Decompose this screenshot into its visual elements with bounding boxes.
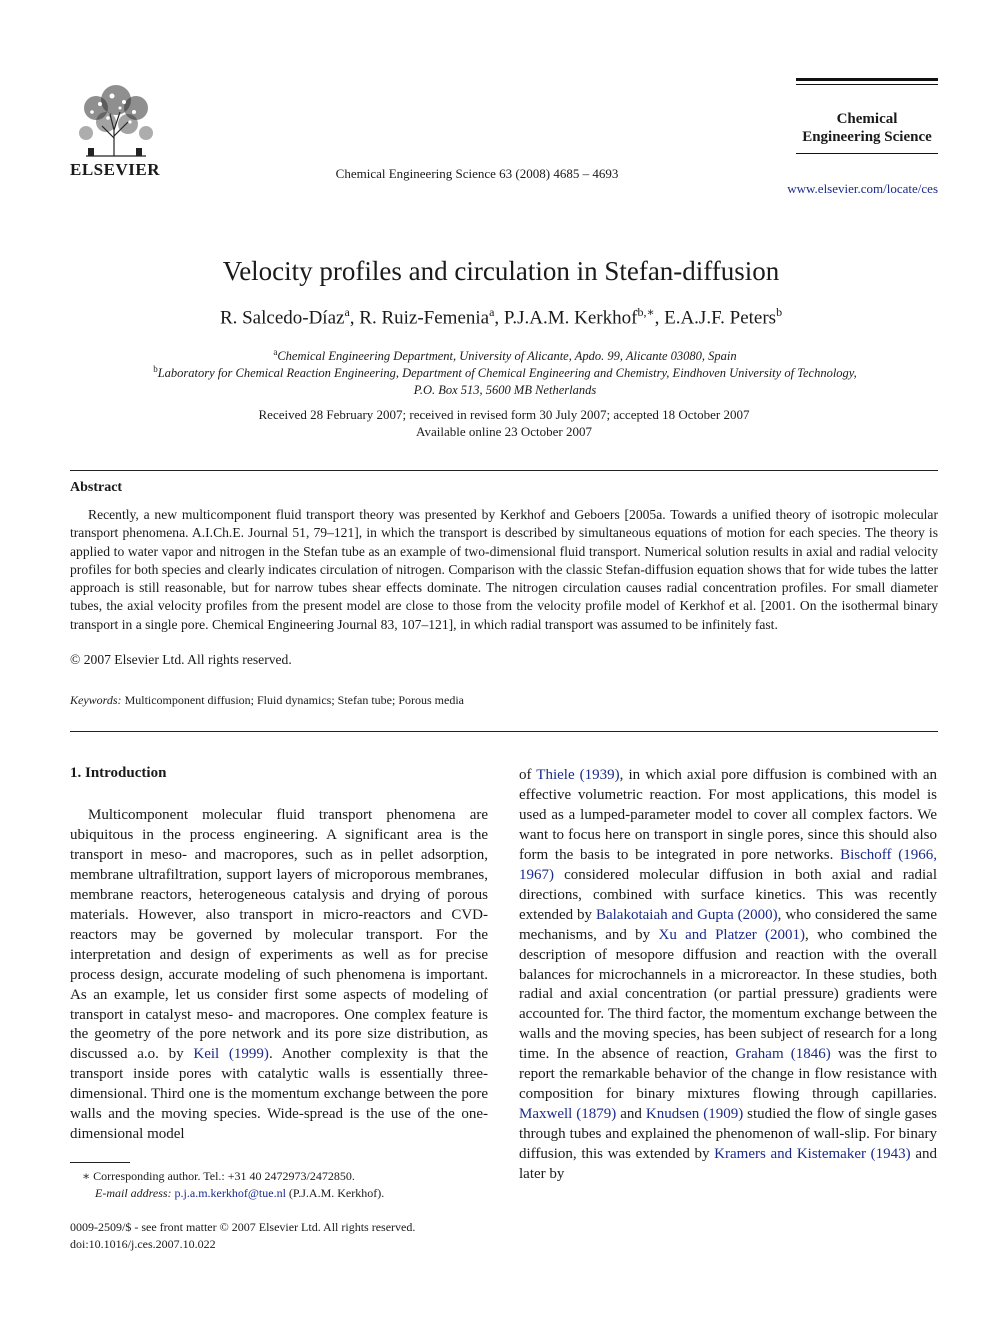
section-heading-introduction: 1. Introduction	[70, 765, 167, 781]
body-text: and later by	[519, 1146, 937, 1183]
author-list: R. Salcedo-Díaz$^a$, R. Ruiz-Femenia$^a$, P.J.A.M. Kerkhof$^{b,∗}$, E.A.J.F. Peters$^b$	[219, 305, 783, 329]
citation-link[interactable]: Bischoff (1966, 1967)	[519, 846, 937, 883]
journal-citation: Chemical Engineering Science 63 (2008) 4685 – 4693	[335, 166, 619, 181]
front-matter	[70, 1219, 415, 1253]
email-owner: (P.J.A.M. Kerkhof).	[288, 1186, 385, 1200]
intro-right-column	[519, 766, 937, 1185]
brand-rule	[796, 78, 938, 81]
body-text: and	[616, 1106, 646, 1123]
citation-link[interactable]: Graham (1846)	[735, 1046, 831, 1063]
abstract-heading: Abstract	[70, 480, 123, 495]
article-title: Velocity profiles and circulation in Stefan-diffusion	[222, 256, 780, 286]
brand-rule	[796, 84, 938, 85]
citation-link[interactable]: Keil (1999)	[193, 1046, 269, 1063]
issn-line: 0009-2509/$ - see front matter © 2007 Elsevier Ltd. All rights reserved.	[70, 1220, 416, 1234]
keywords	[70, 693, 464, 708]
body-text: considered molecular diffusion in both axial and radial directions, combined with surface kinetics. This was recently extended by	[519, 866, 937, 923]
footnote-email	[95, 1185, 525, 1202]
body-text: studied the flow of single gases through tubes and explained the phenomenon of wall-slip. For binary diffusion, this was extended by	[519, 1106, 938, 1163]
abstract-top-rule	[70, 470, 938, 471]
citation-link[interactable]: Xu and Platzer (2001)	[658, 926, 806, 943]
citation-link[interactable]: Knudsen (1909)	[645, 1106, 744, 1123]
body-text: , who considered the same mechanisms, and by	[519, 906, 938, 943]
email-link[interactable]: p.j.a.m.kerkhof@tue.nl	[174, 1186, 286, 1200]
abstract-bottom-rule	[70, 731, 938, 732]
abstract-text: Recently, a new multicomponent fluid transport theory was presented by Kerkhof and Geboers [2005a. Towards a unified theory of isotropic molecular transport phenomena. A.I.Ch.E. Journal 51, 79–121], in which the transport is described by simultaneous equations of motion for each species. The theory is applied to water vapor and nitrogen in the Stefan tube as an example of two-dimensional fluid transport. Numerical solution results in axial and radial velocity profiles for both species and clearly indicates circulation of nitrogen. Comparison with the classic Stefan-diffusion equation shows that for wide tubes the latter approach is still reasonable, but for narrow tubes shear effects dominate. The nitrogen circulation causes radial concentration profiles. For small diameter tubes, the axial velocity profiles from the present model are close to those from the velocity profile model of Kerkhof et al. [2001. On the isothermal binary transport in a single pore. Chemical Engineering Journal 83, 107–121], in which radial transport was assumed to be infinitely fast.	[70, 507, 938, 632]
abstract-copyright: © 2007 Elsevier Ltd. All rights reserved.	[70, 652, 292, 667]
author-affil-mark: a	[489, 305, 495, 319]
doi-line: doi:10.1016/j.ces.2007.10.022	[70, 1237, 216, 1251]
footnote-mark: ∗	[82, 1169, 91, 1183]
received-dates: Received 28 February 2007; received in revised form 30 July 2007; accepted 18 October 2007	[258, 407, 750, 422]
affil-text-line2: P.O. Box 513, 5600 MB Netherlands	[413, 382, 597, 397]
email-label: E-mail address:	[95, 1186, 172, 1200]
author-affil-mark: b	[776, 305, 783, 319]
intro-left-column	[70, 806, 488, 1145]
footnote-corresponding	[70, 1168, 500, 1185]
body-text: , in which axial pore diffusion is combined with an effective volumetric reaction. For most applications, this model is used as a lumped-parameter model to cover all complex factors. We want to focus here on transport in single pores, since this should also form the basis to be integrated in pore networks.	[519, 767, 937, 863]
body-text: Multicomponent molecular fluid transport phenomena are ubiquitous in the process engineering. A significant area is the transport in meso- and macropores, such as in pellet adsorption, membrane ultrafiltration, support layers of microporous membranes, membrane reactors, heterogeneous catalysis and drying of porous materials. However, also transport in micro-reactors and CVD-reactors may be governed by molecular transport. For the interpretation and design of experiments as well as for precise process design, accurate modeling of such phenomena is important. As an example, let us consider first some aspects of modeling of transport in catalyst meso- and macropores. One complex feature is the geometry of the pore network and its pore size distribution, as discussed a.o. by	[70, 807, 488, 1063]
citation-link[interactable]: Balakotaiah and Gupta (2000)	[595, 906, 778, 923]
author-affil-mark: a	[344, 305, 350, 319]
affiliation-b	[60, 361, 950, 398]
affil-text: Laboratory for Chemical Reaction Engineering, Department of Chemical Engineering and Chemistry, Eindhoven University of Technology,	[157, 366, 857, 381]
footnote-rule	[70, 1162, 130, 1163]
footnote-corresponding-text: Corresponding author. Tel.: +31 40 2472973/2472850.	[93, 1169, 355, 1183]
keywords-label: Keywords:	[70, 693, 122, 707]
citation-link[interactable]: Maxwell (1879)	[519, 1106, 617, 1123]
journal-url-link[interactable]: www.elsevier.com/locate/ces	[787, 181, 938, 196]
affil-text: Chemical Engineering Department, University of Alicante, Apdo. 99, Alicante 03080, Spain	[277, 349, 737, 364]
body-text: of	[519, 767, 537, 783]
journal-brand-line1: Chemical	[836, 111, 898, 127]
affil-mark: a	[273, 347, 278, 357]
publisher-name: ELSEVIER	[70, 160, 160, 179]
author-name: E.A.J.F. Peters	[664, 307, 777, 329]
author-name: R. Ruiz-Femenia	[359, 307, 490, 329]
author-affil-mark: b,∗	[637, 305, 655, 319]
citation-link[interactable]: Thiele (1939)	[536, 767, 620, 783]
journal-brand	[796, 110, 938, 146]
article-dates	[0, 406, 992, 440]
citation-link[interactable]: Kramers and Kistemaker (1943)	[714, 1146, 911, 1163]
keywords-text: Multicomponent diffusion; Fluid dynamics; Stefan tube; Porous media	[124, 693, 464, 707]
journal-brand-line2: Engineering Science	[802, 129, 932, 145]
available-online: Available online 23 October 2007	[416, 424, 592, 439]
body-text: . Another complexity is that the transport inside pores with catalytic walls is essentially three-dimensional. Third one is the momentum exchange between the pore walls and the moving species. Wide-spread is the use of the one-dimensional model	[70, 1046, 489, 1143]
author-name: P.J.A.M. Kerkhof	[503, 307, 638, 329]
affil-mark: b	[153, 364, 158, 374]
brand-rule	[796, 153, 938, 154]
body-text: , who combined the description of mesopore diffusion and reaction with the overall balances for microchannels in a microreactor. In these studies, both radial and axial concentration (or partial pressure) gradients were accounted for. The third factor, the momentum exchange between the walls and the moving species, has been subject of research for a long time. In the absence of reaction,	[519, 926, 938, 1063]
author-name: R. Salcedo-Díaz	[219, 307, 345, 329]
body-text: was the first to report the remarkable behavior of the change in flow resistance with composition for binary mixtures flowing through capillaries.	[519, 1046, 937, 1103]
